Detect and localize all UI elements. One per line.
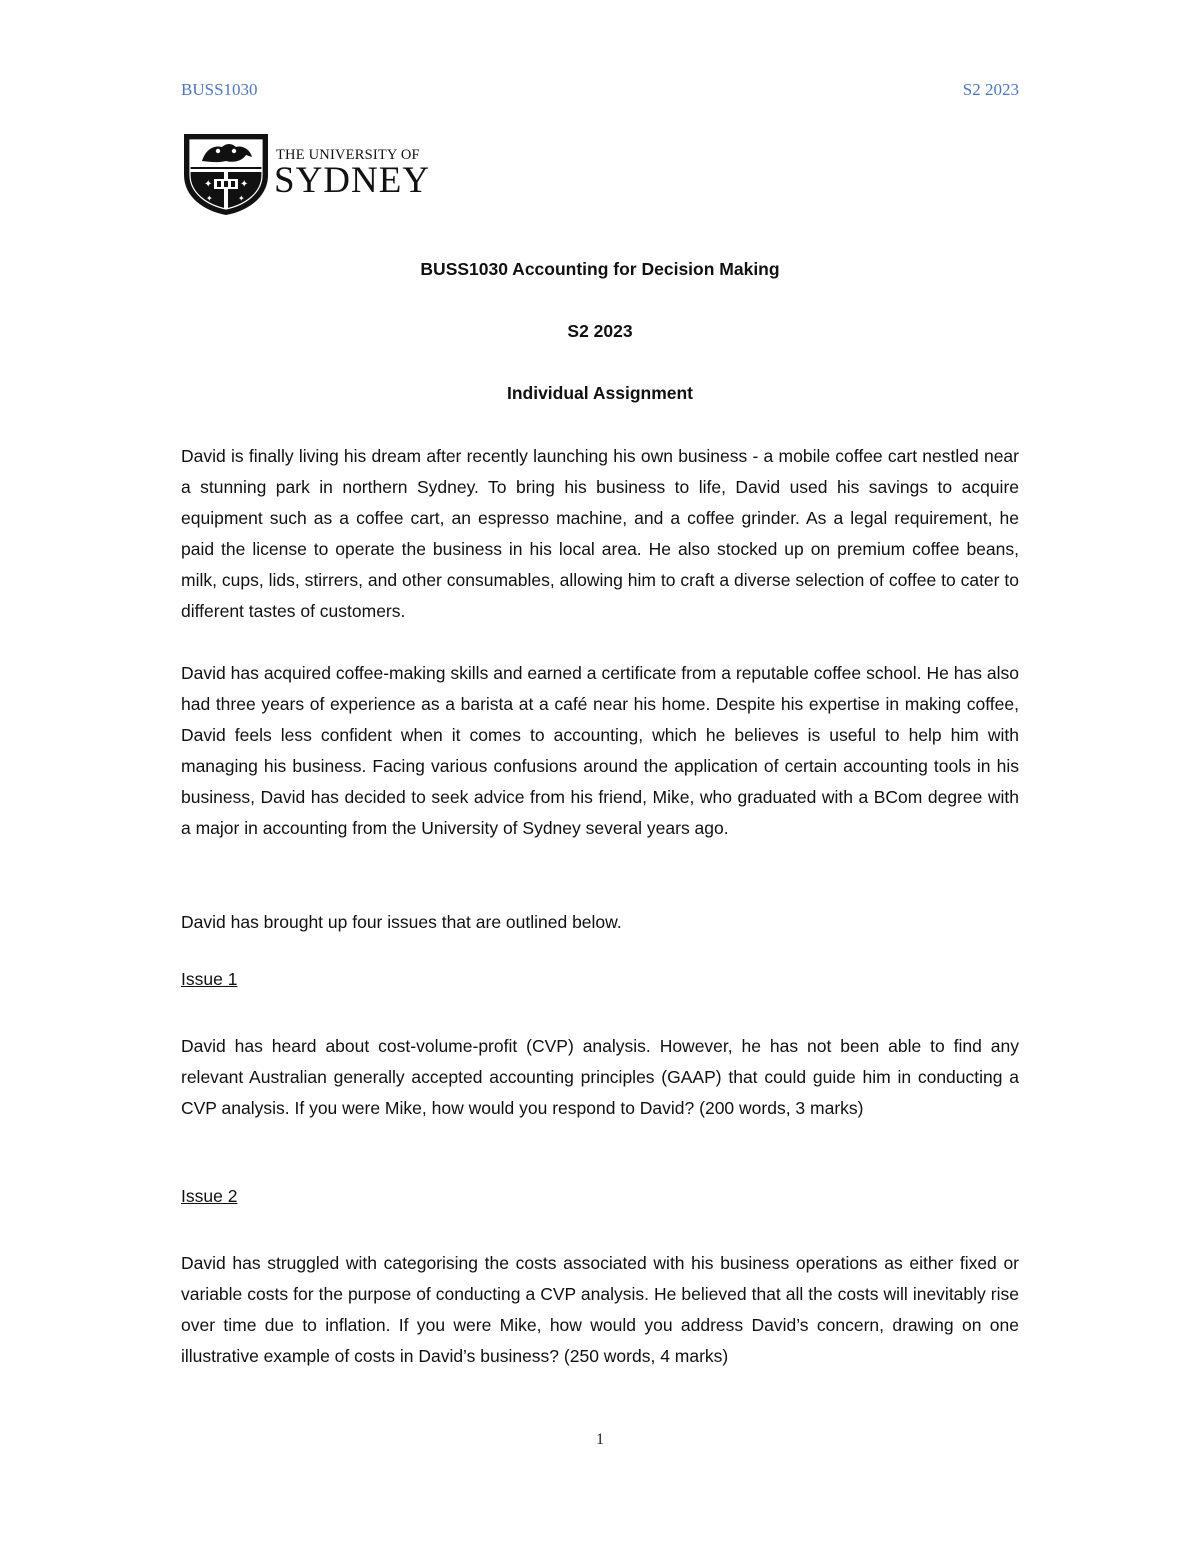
logo-wordmark-main: SYDNEY bbox=[274, 160, 431, 201]
issue-2-heading: Issue 2 bbox=[181, 1186, 238, 1206]
outline-paragraph: David has brought up four issues that are outlined below. bbox=[181, 912, 622, 932]
page-number: 1 bbox=[596, 1431, 604, 1448]
svg-text:✦: ✦ bbox=[238, 194, 245, 203]
header-course-code: BUSS1030 bbox=[181, 80, 258, 99]
university-logo bbox=[180, 131, 430, 217]
issue-1-text: David has heard about cost-volume-profit (CVP) analysis. However, he has not been able to find any relevant Australian generally accepted accounting principles (GAAP) that could guide him in conducting a CVP analysis. If you were Mike, how would you respond to David? (200 words, 3 marks) bbox=[181, 1036, 1019, 1118]
university-crest-icon bbox=[180, 131, 272, 217]
intro-paragraph: David is finally living his dream after recently launching his own business - a mobile coffee cart nestled near a stunning park in northern Sydney. To bring his business to life, David used his savings to acquire equipment such as a coffee cart, an espresso machine, and a coffee grinder. As a legal requirement, he paid the license to operate the business in his local area. He also stocked up on premium coffee beans, milk, cups, lids, stirrers, and other consumables, allowing him to craft a diverse selection of coffee to cater to different tastes of customers. bbox=[181, 446, 1019, 621]
document-subtitle: Individual Assignment bbox=[506, 383, 694, 403]
document-semester: S2 2023 bbox=[567, 321, 633, 341]
background-paragraph: David has acquired coffee-making skills and earned a certificate from a reputable coffee school. He has also had three years of experience as a barista at a café near his home. Despite his expertise in making coffee, David feels less confident when it comes to accounting, which he believes is useful to help him with managing his business. Facing various confusions around the application of certain accounting tools in his business, David has decided to seek advice from his friend, Mike, who graduated with a BCom degree with a major in accounting from the University of Sydney several years ago. bbox=[181, 663, 1019, 838]
svg-text:✦: ✦ bbox=[204, 179, 213, 190]
svg-text:✦: ✦ bbox=[206, 194, 213, 203]
document-title: BUSS1030 Accounting for Decision Making bbox=[420, 259, 780, 279]
svg-text:✦: ✦ bbox=[240, 179, 249, 190]
header-semester: S2 2023 bbox=[962, 80, 1019, 99]
issue-2-text: David has struggled with categorising the costs associated with his business operations as either fixed or variable costs for the purpose of conducting a CVP analysis. He believed that all the costs will inevitably rise over time due to inflation. If you were Mike, how would you address David’s concern, drawing on one illustrative example of costs in David’s business? (250 words, 4 marks) bbox=[181, 1253, 1019, 1366]
running-header bbox=[181, 80, 1019, 102]
issue-1-heading: Issue 1 bbox=[181, 969, 238, 989]
logo-wordmark-top: THE UNIVERSITY OF bbox=[276, 147, 420, 163]
